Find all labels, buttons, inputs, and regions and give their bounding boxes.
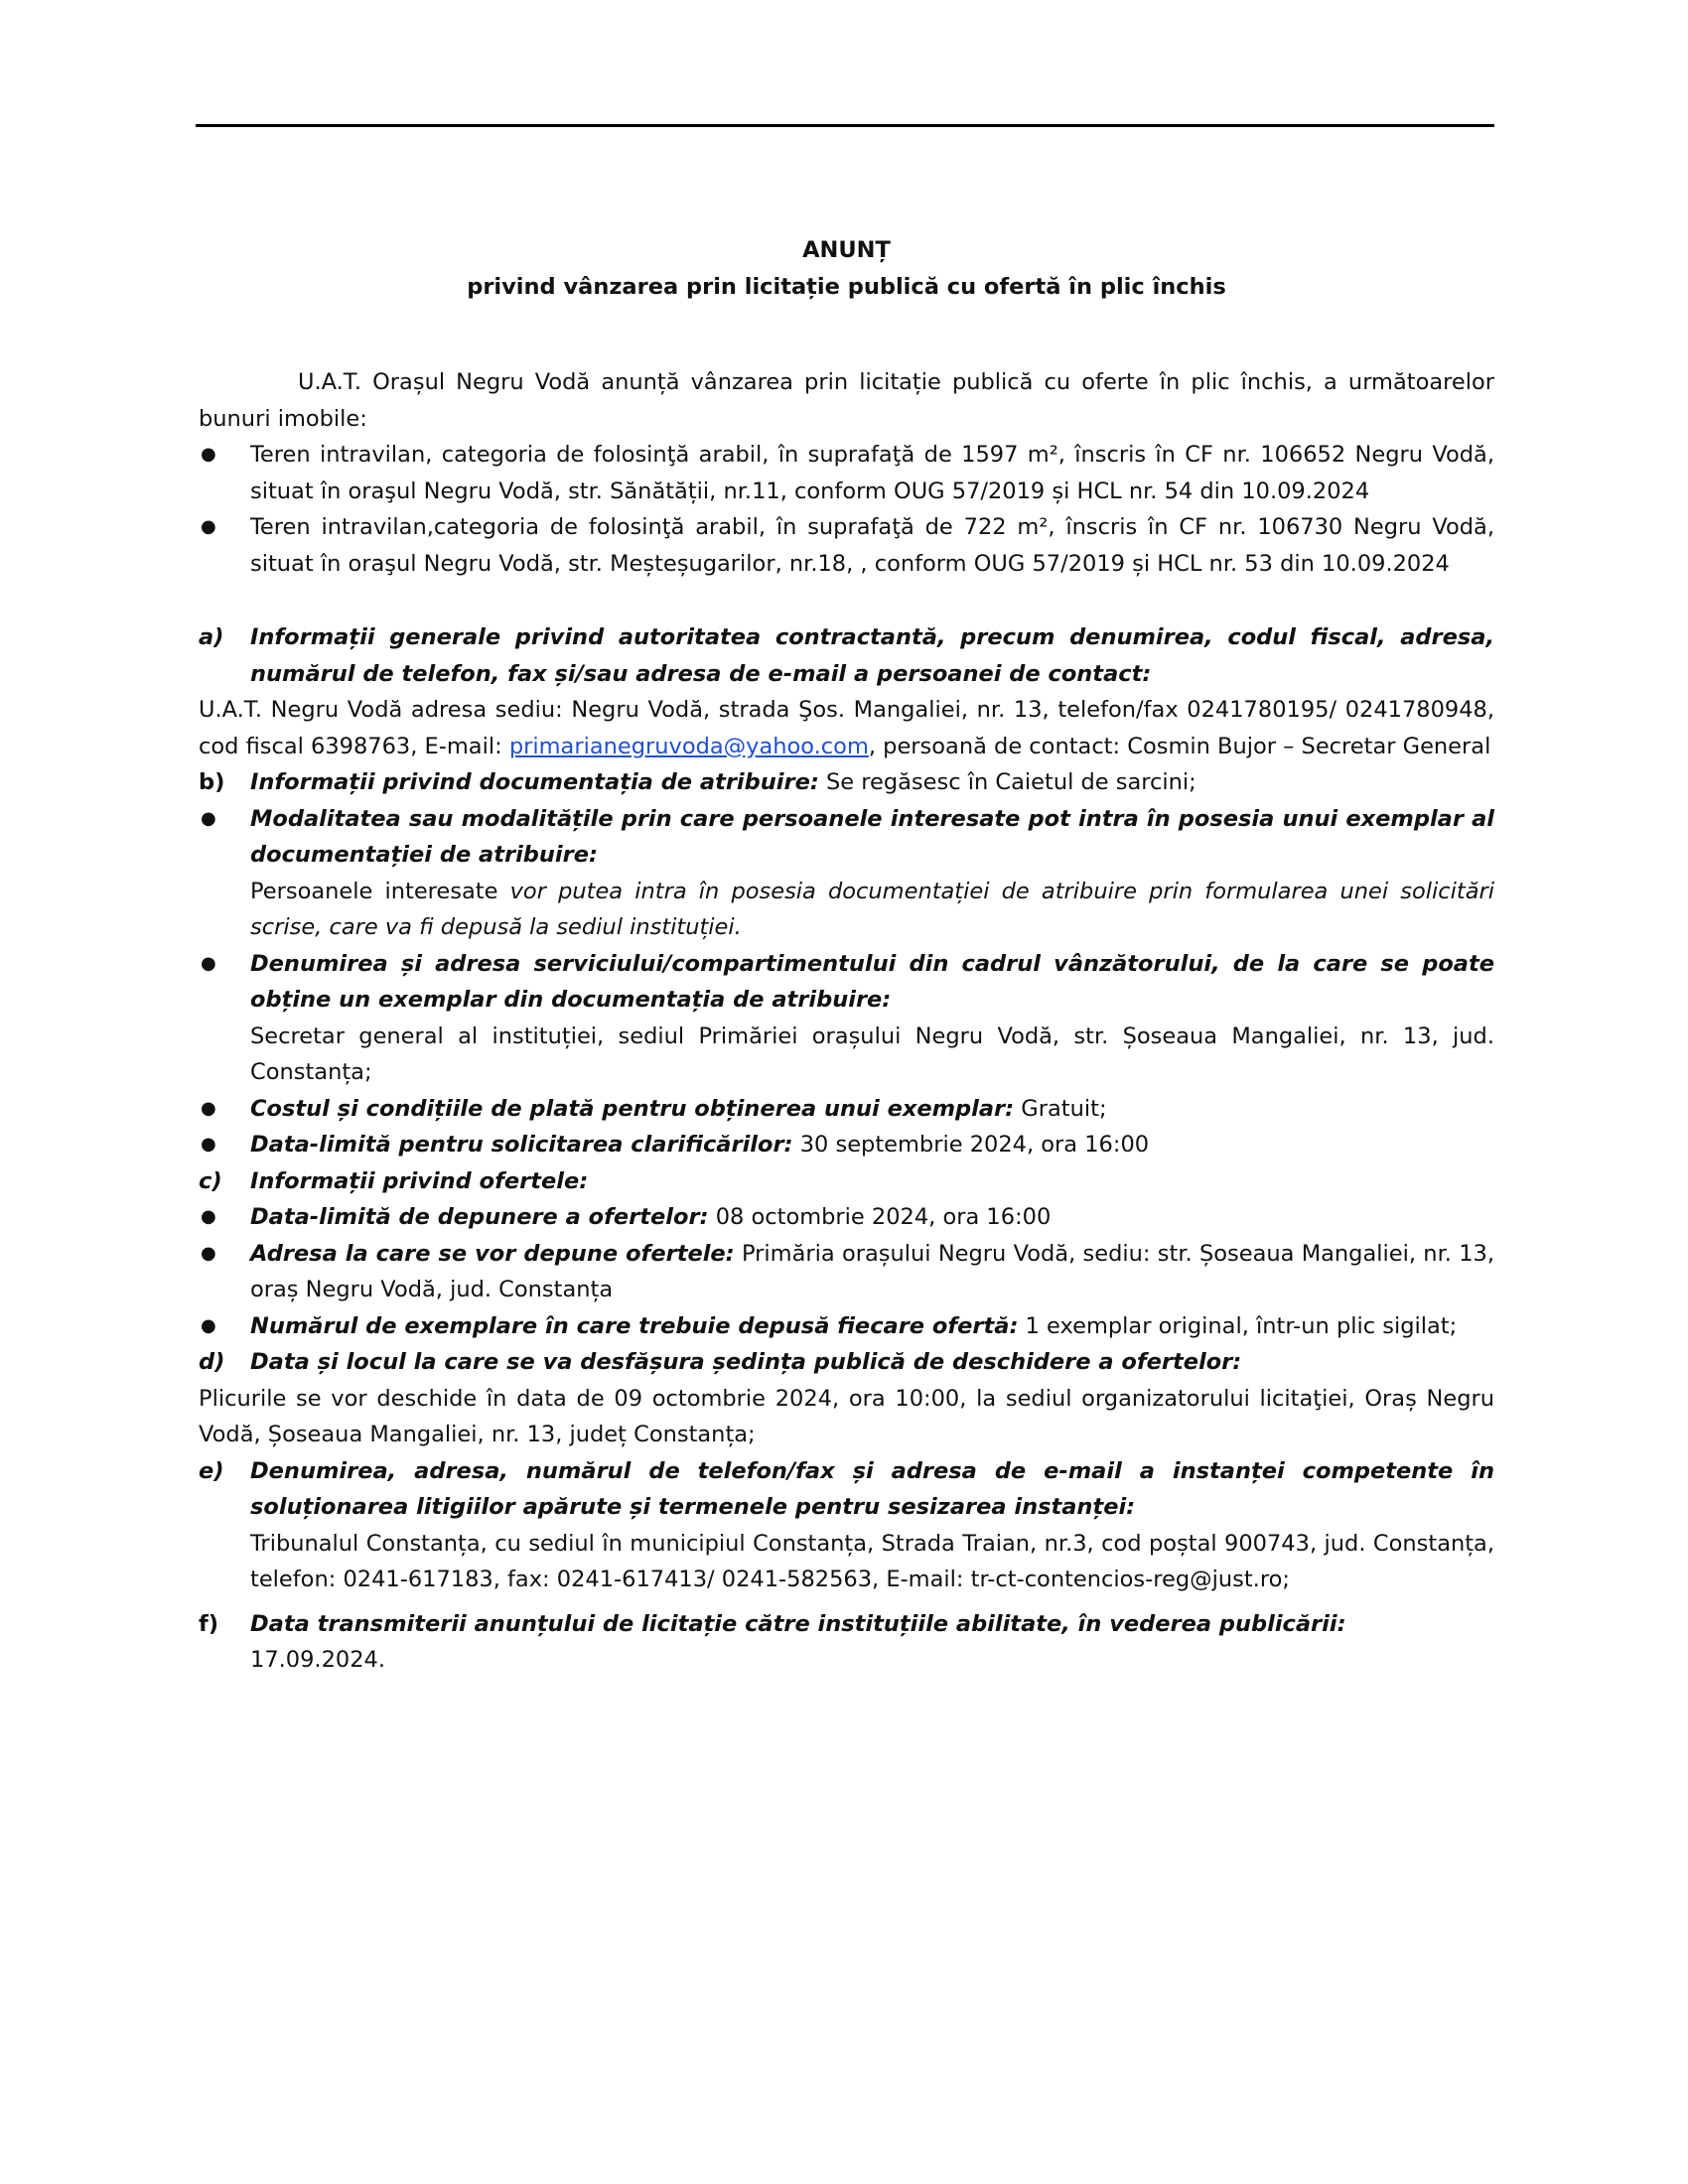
section-heading-text: Data și locul la care se va desfășura ședința publică de deschidere a ofertelor: bbox=[250, 1349, 1242, 1375]
contact-text: U.A.T. Negru Vodă adresa sediu: Negru Vodă, strada Şos. Mangaliei, nr. 13, telefon/fax 0241780195/ 0241780948, cod fiscal 6398763, E-mail: bbox=[199, 697, 1494, 759]
item-text: Secretar general al instituției, sediul Primăriei orașului Negru Vodă, str. Șoseaua Mangaliei, nr. 13, jud. Constanța; bbox=[250, 1023, 1494, 1085]
section-heading-text: Informații privind ofertele: bbox=[250, 1167, 589, 1194]
section-label: f) bbox=[199, 1610, 219, 1637]
intro-paragraph: U.A.T. Orașul Negru Vodă anunță vânzarea prin licitație publică cu oferte în plic închis, a următoarelor bunuri imobile: bbox=[199, 369, 1494, 432]
section-e-body bbox=[199, 1526, 1494, 1598]
list-item bbox=[199, 1199, 1494, 1236]
bullet-icon: ● bbox=[201, 1206, 216, 1227]
item-text-italic: vor putea intra în posesia documentației de atribuire prin formularea unei solicitări scrise, care va fi depusă la sediul instituției. bbox=[250, 878, 1494, 940]
contact-person-text: , persoană de contact: Cosmin Bujor – Secretar General bbox=[868, 733, 1491, 759]
section-label: a) bbox=[199, 624, 224, 650]
list-item bbox=[199, 801, 1494, 946]
list-item bbox=[199, 946, 1494, 1091]
contact-email-link[interactable]: primarianegruvoda@yahoo.com bbox=[508, 733, 869, 759]
item-text: 08 octombrie 2024, ora 16:00 bbox=[708, 1204, 1052, 1230]
court-text: Tribunalul Constanța, cu sediul în municipiul Constanța, Strada Traian, nr.3, cod poștal 900743, jud. Constanța, telefon: 0241-617183, fax: 0241-617413/ 0241-582563, E-mail: tr-ct-contencios-reg@just.ro; bbox=[250, 1530, 1494, 1592]
section-text: Se regăsesc în Caietul de sarcini; bbox=[818, 769, 1196, 795]
section-d-body: Plicurile se vor deschide în data de 09 octombrie 2024, ora 10:00, la sediul organizatorului licitaţiei, Oraș Negru Vodă, Șoseaua Mangaliei, nr. 13, județ Constanța; bbox=[199, 1385, 1494, 1447]
page-title: ANUNȚ bbox=[802, 237, 891, 263]
section-b bbox=[199, 764, 1494, 801]
section-f bbox=[199, 1606, 1494, 1679]
section-a-heading bbox=[199, 619, 1494, 692]
announcement-document bbox=[199, 232, 1494, 1679]
list-item bbox=[199, 1127, 1494, 1163]
list-item bbox=[199, 1236, 1494, 1308]
section-label: c) bbox=[199, 1167, 222, 1194]
section-text: 17.09.2024. bbox=[250, 1647, 385, 1673]
item-text: 1 exemplar original, într-un plic sigilat; bbox=[1018, 1312, 1458, 1339]
bullet-icon: ● bbox=[201, 1314, 216, 1336]
property-text: Teren intravilan,categoria de folosinţă arabil, în suprafaţă de 722 m², înscris în CF nr. 106730 Negru Vodă, situat în oraşul Negru Vodă, str. Meșteșugarilor, nr.18, , conform OUG 57/2019 și HCL nr. 53 din 10.09.2024 bbox=[250, 514, 1494, 577]
bullet-icon: ● bbox=[201, 1097, 216, 1119]
item-heading: Data-limită pentru solicitarea clarificărilor: bbox=[250, 1132, 793, 1158]
item-text: 30 septembrie 2024, ora 16:00 bbox=[792, 1132, 1150, 1158]
section-label: b) bbox=[199, 769, 225, 795]
item-heading: Data-limită de depunere a ofertelor: bbox=[250, 1204, 709, 1230]
item-heading: Numărul de exemplare în care trebuie depusă fiecare ofertă: bbox=[250, 1312, 1019, 1339]
section-label: d) bbox=[199, 1349, 225, 1375]
bullet-icon: ● bbox=[201, 1242, 216, 1264]
section-heading-text: Informații generale privind autoritatea contractantă, precum denumirea, codul fiscal, adresa, numărul de telefon, fax și/sau adresa de e-mail a persoanei de contact: bbox=[250, 624, 1494, 687]
page-subtitle: privind vânzarea prin licitație publică cu ofertă în plic închis bbox=[467, 273, 1226, 300]
section-d-heading bbox=[199, 1344, 1494, 1381]
bullet-icon: ● bbox=[201, 444, 216, 465]
bullet-icon: ● bbox=[201, 516, 216, 537]
item-text: Gratuit; bbox=[1014, 1095, 1107, 1122]
property-item bbox=[199, 509, 1494, 582]
bullet-icon: ● bbox=[201, 952, 216, 974]
item-heading: Adresa la care se vor depune ofertele: bbox=[250, 1240, 735, 1267]
section-label: e) bbox=[199, 1457, 224, 1484]
list-item bbox=[199, 1308, 1494, 1345]
section-heading-text: Informații privind documentația de atribuire: bbox=[250, 769, 819, 795]
section-a-body bbox=[199, 692, 1494, 764]
property-text: Teren intravilan, categoria de folosinţă arabil, în suprafaţă de 1597 m², înscris în CF nr. 106652 Negru Vodă, situat în oraşul Negru Vodă, str. Sănătății, nr.11, conform OUG 57/2019 și HCL nr. 54 din 10.09.2024 bbox=[250, 442, 1494, 504]
bullet-icon: ● bbox=[201, 1134, 216, 1155]
section-e-heading bbox=[199, 1453, 1494, 1526]
item-text: Persoanele interesate bbox=[250, 878, 510, 904]
list-item bbox=[199, 1091, 1494, 1128]
bullet-icon: ● bbox=[201, 807, 216, 829]
item-text: Primăria orașului Negru Vodă, sediu: str. Șoseaua Mangaliei, nr. 13, oraș Negru Vodă, jud. Constanța bbox=[250, 1240, 1494, 1302]
section-heading-text: Data transmiterii anunțului de licitație către instituțiile abilitate, în vederea publicării: bbox=[250, 1610, 1346, 1637]
section-heading-text: Denumirea, adresa, numărul de telefon/fax și adresa de e-mail a instanței competente în soluționarea litigiilor apărute și termenele pentru sesizarea instanței: bbox=[250, 1457, 1494, 1520]
item-heading: Costul și condițiile de plată pentru obținerea unui exemplar: bbox=[250, 1095, 1015, 1122]
property-item bbox=[199, 437, 1494, 509]
header-rule bbox=[196, 124, 1494, 127]
item-heading: Denumirea și adresa serviciului/compartimentului din cadrul vânzătorului, de la care se poate obține un exemplar din documentația de atribuire: bbox=[250, 950, 1494, 1013]
section-c-heading bbox=[199, 1163, 1494, 1200]
item-heading: Modalitatea sau modalitățile prin care persoanele interesate pot intra în posesia unui exemplar al documentației de atribuire: bbox=[250, 805, 1494, 868]
